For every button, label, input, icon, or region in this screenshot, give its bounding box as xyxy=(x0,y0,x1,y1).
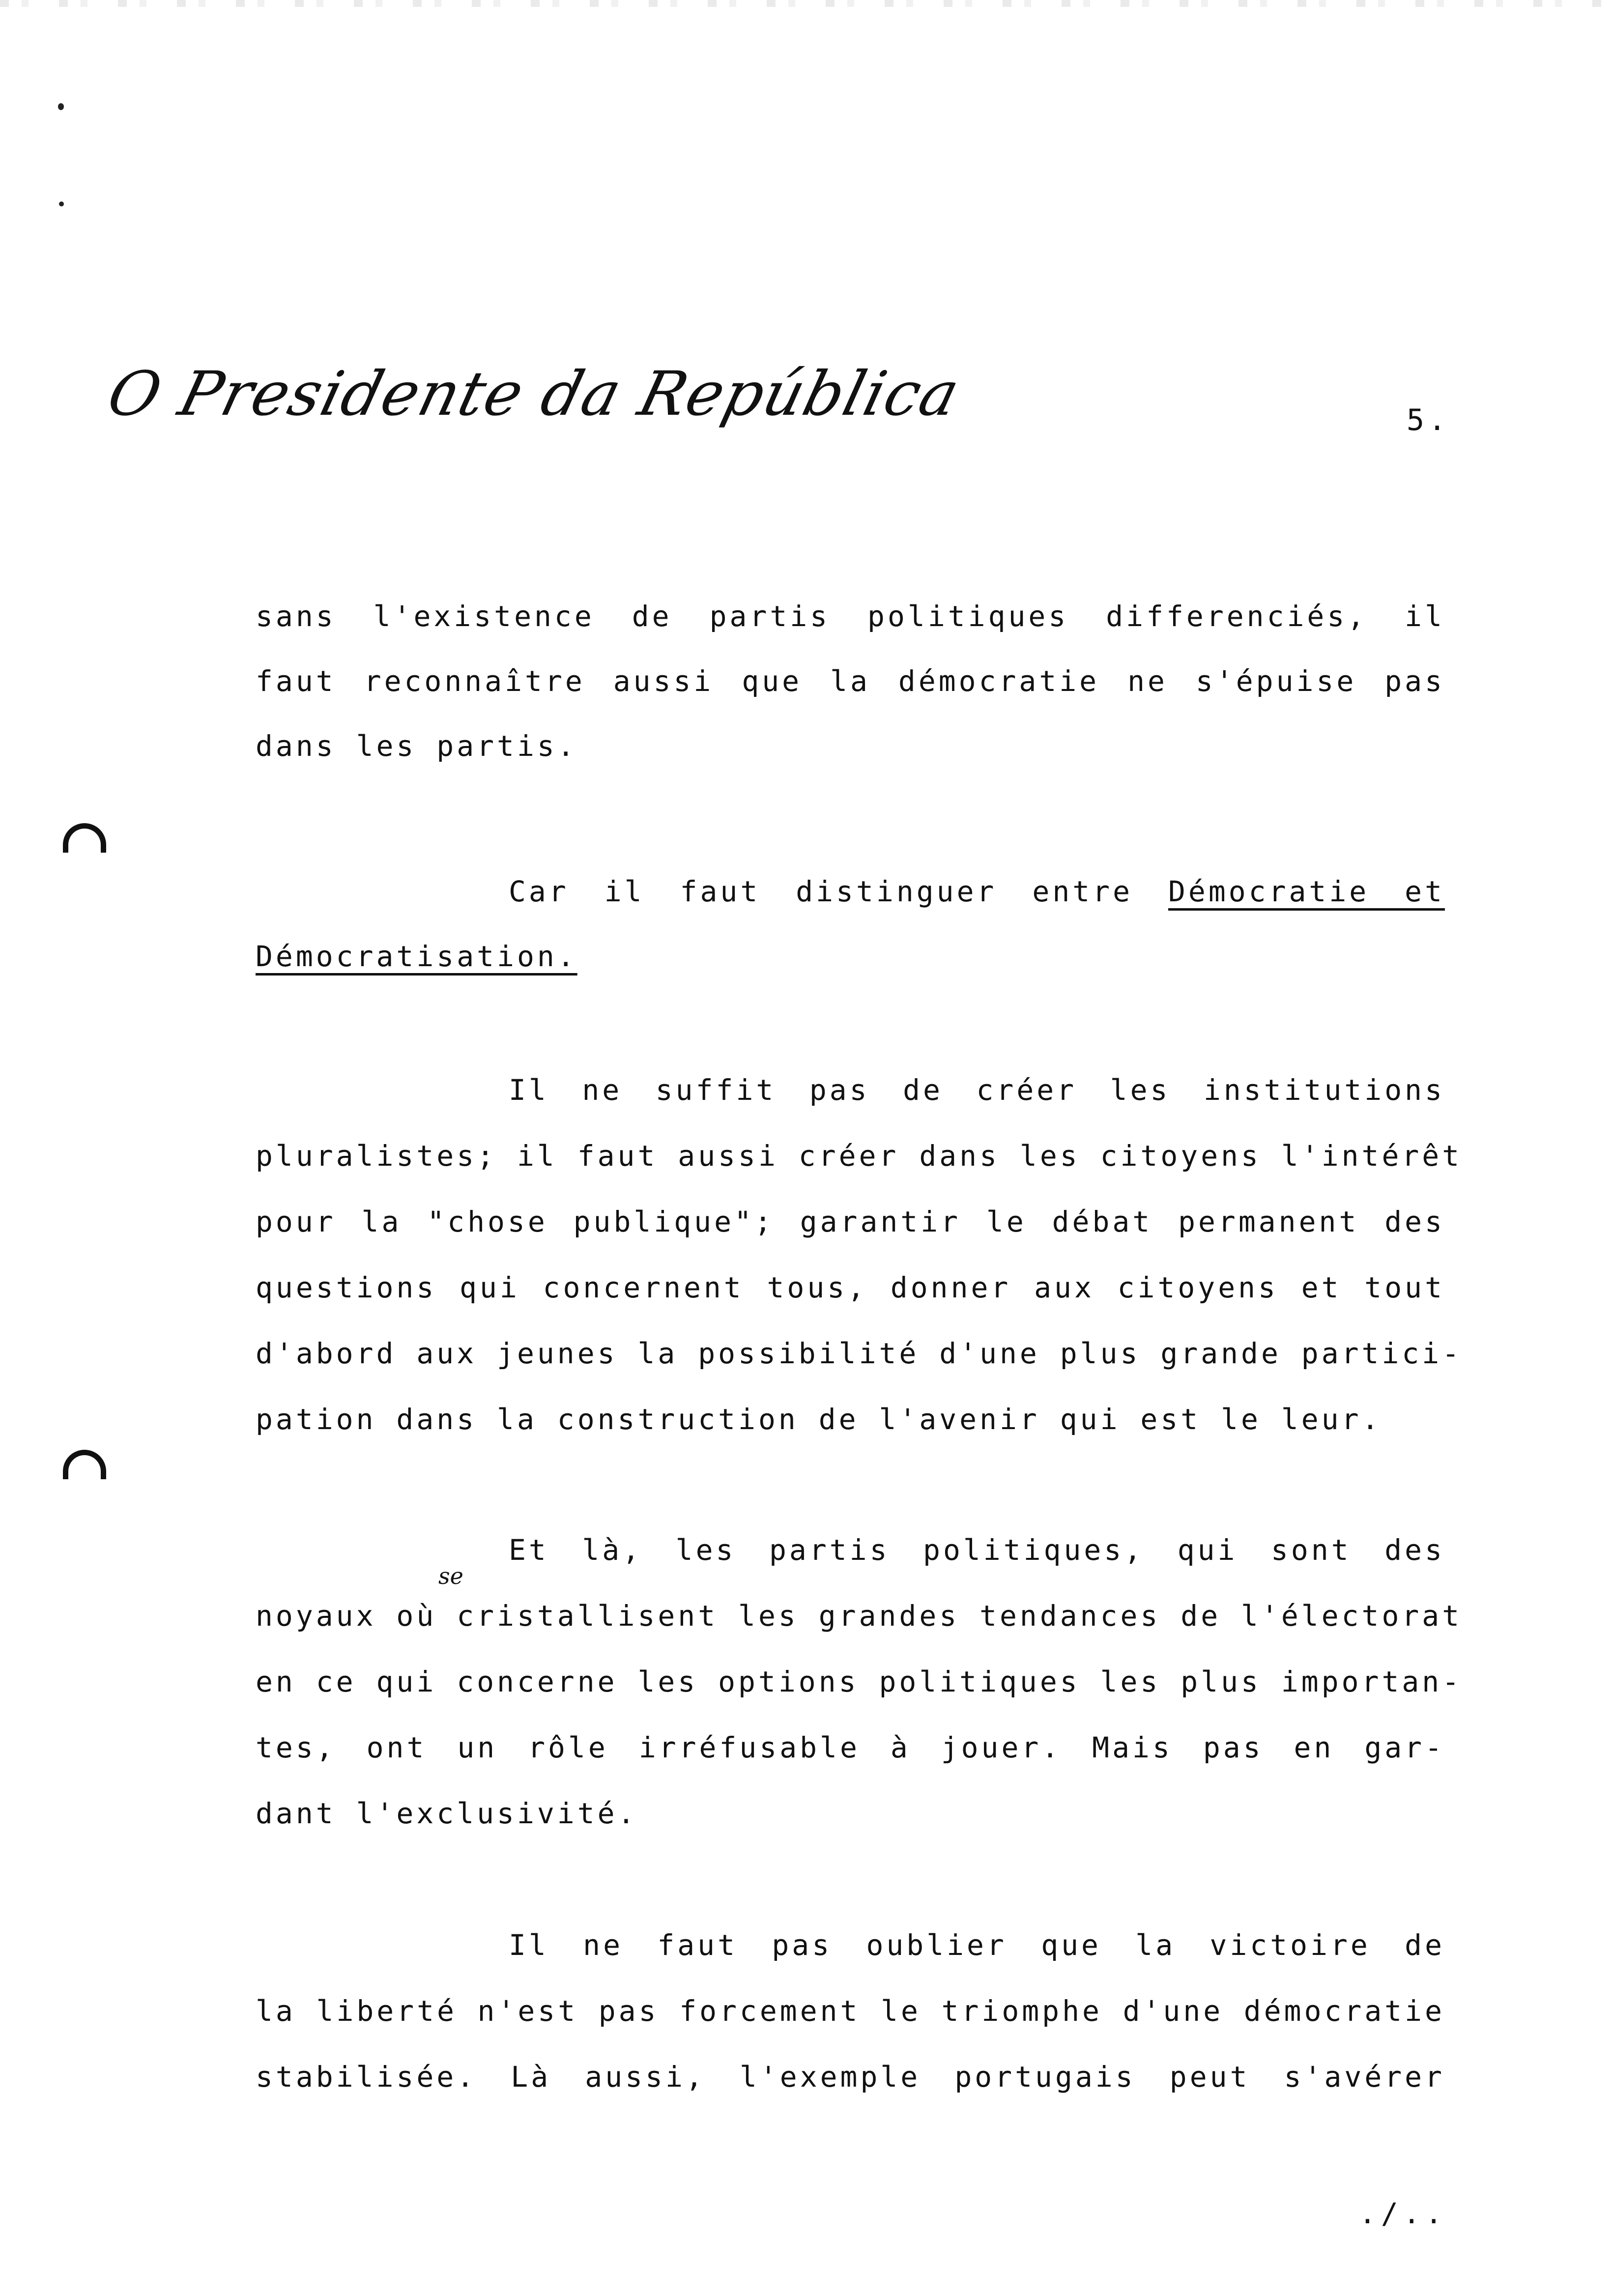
paragraph-1-line-3: dans les partis. xyxy=(256,729,577,763)
paragraph-4-line-5: dant l'exclusivité. xyxy=(256,1797,638,1830)
paragraph-4-line-2: noyaux où cristallisent les grandes tendances de l'électorat xyxy=(256,1599,1463,1633)
scan-speck xyxy=(58,103,64,110)
paragraph-5-line-1: Il ne faut pas oublier que la victoire de xyxy=(509,1928,1445,1962)
paragraph-2-line-2 xyxy=(256,939,1445,974)
paragraph-3-line-4: questions qui concernent tous, donner aux citoyens et tout xyxy=(256,1271,1445,1304)
paragraph-2-line-1 xyxy=(509,874,1445,909)
paragraph-4-line-1: Et là, les partis politiques, qui sont des xyxy=(509,1533,1445,1567)
paragraph-3-line-3: pour la "chose publique"; garantir le débat permanent des xyxy=(256,1205,1445,1238)
paragraph-4-line-4: tes, ont un rôle irréfusable à jouer. Mais pas en gar- xyxy=(256,1731,1445,1764)
scan-speck xyxy=(59,201,64,206)
paragraph-5-line-3: stabilisée. Là aussi, l'exemple portugais peut s'avérer xyxy=(256,2060,1445,2094)
paragraph-2-underlined-term-2: Démocratisation. xyxy=(256,940,577,973)
paragraph-3-line-5: d'abord aux jeunes la possibilité d'une plus grande partici- xyxy=(256,1337,1463,1370)
paragraph-3-line-6: pation dans la construction de l'avenir qui est le leur. xyxy=(256,1403,1382,1436)
handwritten-annotation: se xyxy=(438,1563,463,1589)
punch-hole-mark xyxy=(63,1450,106,1479)
paragraph-3-line-2: pluralistes; il faut aussi créer dans les citoyens l'intérêt xyxy=(256,1139,1463,1173)
page-number: 5. xyxy=(1407,403,1450,437)
scan-edge-artifact xyxy=(0,0,1612,7)
paragraph-3-line-1: Il ne suffit pas de créer les institutions xyxy=(509,1073,1445,1107)
paragraph-5-line-2: la liberté n'est pas forcement le triomphe d'une démocratie xyxy=(256,1994,1445,2028)
punch-hole-mark xyxy=(63,823,106,853)
paragraph-2-line-1-text: Car il faut distinguer entre xyxy=(509,875,1133,908)
letterhead-title: O Presidente da República xyxy=(101,359,967,430)
paragraph-4-line-3: en ce qui concerne les options politiques les plus importan- xyxy=(256,1665,1463,1698)
paragraph-2-underlined-term: Démocratie et xyxy=(1168,875,1445,908)
paragraph-1-line-2: faut reconnaître aussi que la démocratie ne s'épuise pas xyxy=(256,664,1445,698)
paragraph-1-line-1: sans l'existence de partis politiques differenciés, il xyxy=(256,600,1445,633)
continuation-mark: ./.. xyxy=(1359,2197,1447,2230)
